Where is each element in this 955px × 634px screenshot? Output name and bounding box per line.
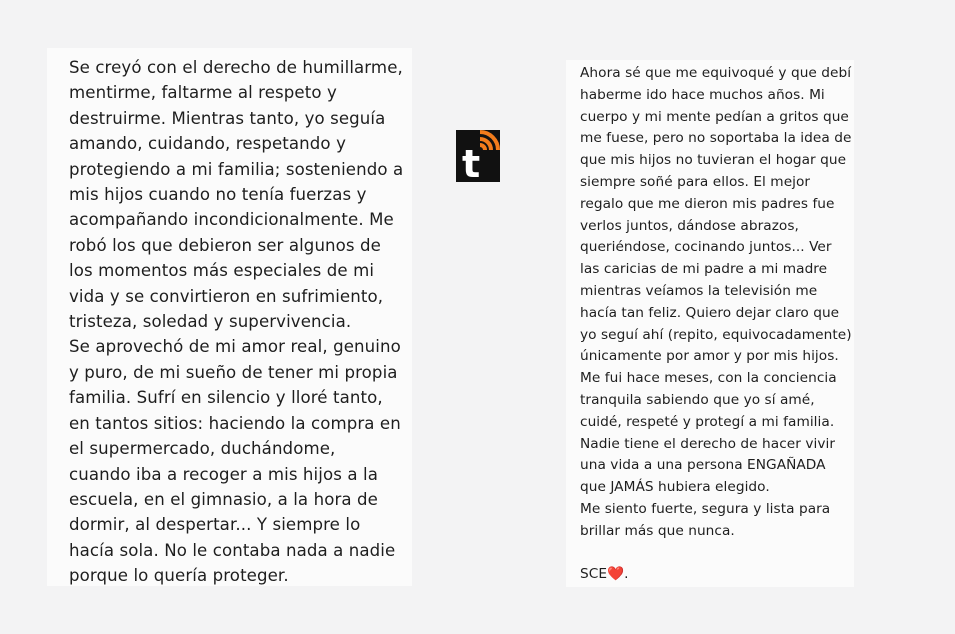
left-post-line: cuando iba a recoger a mis hijos a la <box>69 464 378 484</box>
right-post-line: Me siento fuerte, segura y lista para <box>580 500 831 517</box>
right-post-line: verlos juntos, dándose abrazos, <box>580 217 799 234</box>
left-post-line: dormir, al despertar... Y siempre lo <box>69 515 361 535</box>
right-post-line: Me fui hace meses, con la conciencia <box>580 370 837 387</box>
right-post-line: queriéndose, cocinando juntos... Ver <box>580 239 832 256</box>
right-post-line: siempre soñé para ellos. El mejor <box>580 173 811 190</box>
right-post-line: cuerpo y mi mente pedían a gritos que <box>580 108 849 125</box>
left-post-line: mis hijos cuando no tenía fuerzas y <box>69 185 367 205</box>
right-post-line: Ahora sé que me equivoqué y que debí <box>580 65 852 81</box>
right-post-line: brillar más que nunca. <box>580 522 735 539</box>
heart-icon: ❤️ <box>607 565 625 582</box>
right-post-line: únicamente por amor y por mis hijos. <box>580 348 839 365</box>
left-post-line: acompañando incondicionalmente. Me <box>69 210 394 230</box>
left-post-line: Se creyó con el derecho de humillarme, <box>69 58 403 77</box>
right-post-line: las caricias de mi padre a mi madre <box>580 261 828 278</box>
signature <box>580 564 854 586</box>
left-post-line: robó los que debieron ser algunos de <box>69 235 381 255</box>
right-post-line: Nadie tiene el derecho de hacer vivir <box>580 435 836 452</box>
left-post-line: vida y se convirtieron en sufrimiento, <box>69 286 384 306</box>
right-post-line: una vida a una persona ENGAÑADA <box>580 457 826 474</box>
left-post-line: protegiendo a mi familia; sosteniendo a <box>69 159 404 179</box>
left-post-text <box>47 48 412 589</box>
right-post-line: que mis hijos no tuvieran el hogar que <box>580 152 847 169</box>
left-post-line: en tantos sitios: haciendo la compra en <box>69 413 401 433</box>
right-post-line: me fuese, pero no soportaba la idea de <box>580 130 852 147</box>
left-post-line: familia. Sufrí en silencio y lloré tanto, <box>69 388 383 408</box>
right-post-line: mientras veíamos la televisión me <box>580 282 818 299</box>
left-post-line: tristeza, soledad y supervivencia. <box>69 312 352 332</box>
right-post-card <box>566 60 854 587</box>
left-post-card <box>47 48 412 586</box>
right-post-line: haberme ido hace muchos años. Mi <box>580 86 825 103</box>
left-post-line: escuela, en el gimnasio, a la hora de <box>69 489 378 509</box>
left-post-line: y puro, de mi sueño de tener mi propia <box>69 362 398 382</box>
right-post-line: regalo que me dieron mis padres fue <box>580 195 835 212</box>
right-post-line: cuidé, respeté y protegí a mi familia. <box>580 413 835 430</box>
signature-suffix: . <box>624 565 629 582</box>
right-post-line: hacía tan feliz. Quiero dejar claro que <box>580 304 840 321</box>
left-post-line: el supermercado, duchándome, <box>69 439 336 459</box>
trome-t-logo-icon <box>456 130 500 182</box>
right-post-line: tranquila sabiendo que yo sí amé, <box>580 391 815 408</box>
signature-name: SCE <box>580 565 608 582</box>
left-post-line: mentirme, faltarme al respeto y <box>69 83 337 103</box>
left-post-line: hacía sola. No le contaba nada a nadie <box>69 540 396 560</box>
left-post-line: los momentos más especiales de mi <box>69 261 375 281</box>
left-post-line: amando, cuidando, respetando y <box>69 134 346 154</box>
right-post-line: que JAMÁS hubiera elegido. <box>580 479 770 496</box>
logo-letter: t <box>462 142 481 182</box>
left-post-line: Se aprovechó de mi amor real, genuino <box>69 337 401 357</box>
left-post-line: porque lo quería proteger. <box>69 566 289 586</box>
left-post-line: destruirme. Mientras tanto, yo seguía <box>69 108 386 128</box>
right-post-line: yo seguí ahí (repito, equivocadamente) <box>580 326 852 343</box>
right-post-text <box>566 60 854 585</box>
